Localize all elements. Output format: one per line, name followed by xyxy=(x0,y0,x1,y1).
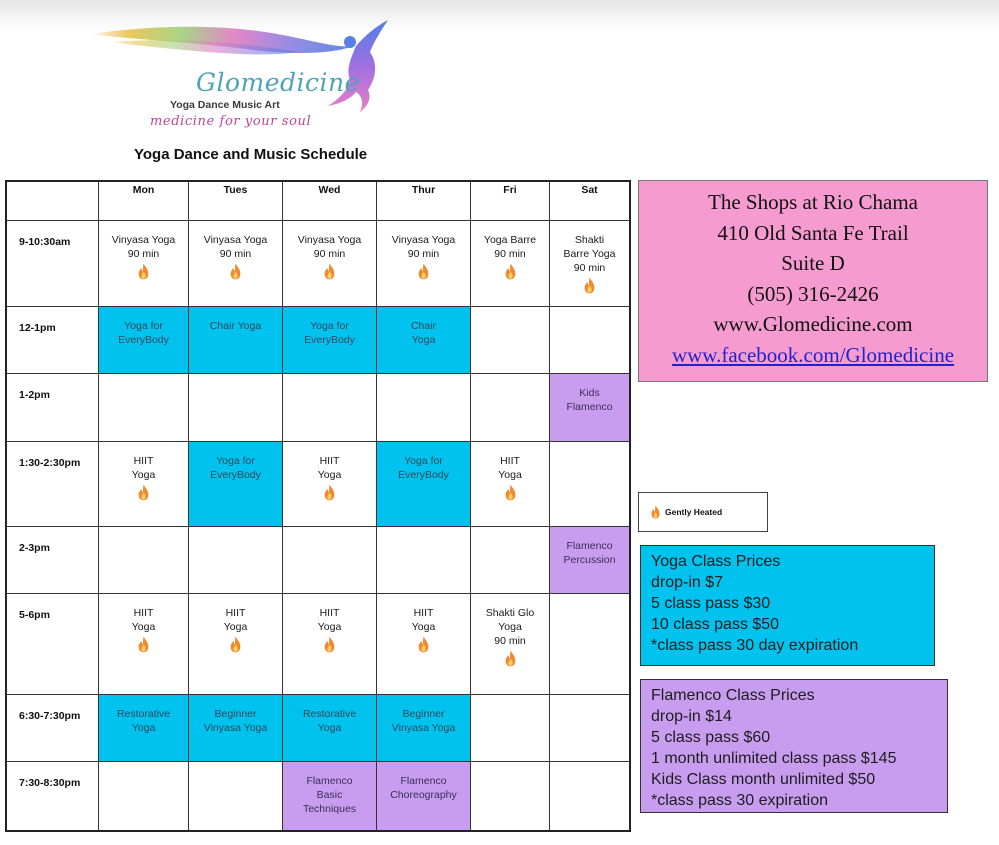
price-line: *class pass 30 day expiration xyxy=(651,637,859,654)
class-cell xyxy=(189,695,283,762)
class-text: Flamenco xyxy=(306,775,353,787)
price-line: drop-in $7 xyxy=(651,574,724,591)
time-slot: 7:30-8:30pm xyxy=(7,762,99,832)
empty-cell xyxy=(189,762,283,832)
flame-icon xyxy=(418,263,429,280)
class-text: 90 min xyxy=(313,248,346,260)
legend-box xyxy=(638,492,768,532)
class-text: Choreography xyxy=(390,789,457,801)
price-line: 10 class pass $50 xyxy=(651,616,780,633)
schedule-table xyxy=(5,180,631,832)
legend-label: Gently Heated xyxy=(665,507,723,517)
class-text: Vinyasa Yoga xyxy=(391,722,456,734)
class-text: Basic xyxy=(316,789,343,801)
class-text: HIIT xyxy=(319,455,340,467)
class-text: EveryBody xyxy=(398,469,449,481)
empty-cell xyxy=(471,695,550,762)
class-text: EveryBody xyxy=(304,334,355,346)
flame-icon xyxy=(324,636,335,653)
class-text: Barre Yoga xyxy=(563,248,616,260)
class-cell xyxy=(283,762,377,832)
flame-icon xyxy=(418,636,429,653)
class-text: Flamenco xyxy=(566,540,613,552)
class-cell xyxy=(377,307,471,374)
class-cell xyxy=(471,442,550,527)
time-slot: 12-1pm xyxy=(7,307,99,374)
logo-tagline: medicine for your soul xyxy=(150,114,312,129)
price-line: *class pass 30 expiration xyxy=(651,792,828,809)
flame-icon xyxy=(651,505,660,519)
flamenco-prices-title: Flamenco Class Prices xyxy=(651,687,815,704)
class-text: Yoga for xyxy=(310,320,349,332)
empty-cell xyxy=(99,527,189,594)
class-text: Yoga xyxy=(317,469,342,481)
class-cell xyxy=(471,594,550,695)
flame-icon xyxy=(230,636,241,653)
class-cell xyxy=(283,307,377,374)
empty-cell xyxy=(471,374,550,442)
class-text: HIIT xyxy=(133,455,154,467)
yoga-prices-box xyxy=(640,545,935,666)
class-cell xyxy=(283,221,377,307)
class-text: EveryBody xyxy=(210,469,261,481)
class-text: HIIT xyxy=(225,607,246,619)
class-text: Shakti Glo xyxy=(485,607,535,619)
address-line: Suite D xyxy=(781,251,845,275)
class-text: Shakti xyxy=(574,234,605,246)
empty-cell xyxy=(550,594,631,695)
empty-cell xyxy=(550,762,631,832)
class-cell xyxy=(189,594,283,695)
flame-icon xyxy=(505,650,516,667)
class-cell xyxy=(283,695,377,762)
class-text: Yoga xyxy=(411,334,436,346)
class-cell xyxy=(189,442,283,527)
time-slot: 6:30-7:30pm xyxy=(7,695,99,762)
class-cell xyxy=(99,695,189,762)
class-text: Chair Yoga xyxy=(209,320,262,332)
day-header: Tues xyxy=(189,182,283,221)
class-cell xyxy=(377,695,471,762)
empty-cell xyxy=(99,374,189,442)
class-cell xyxy=(550,221,631,307)
class-cell xyxy=(377,221,471,307)
empty-cell xyxy=(189,527,283,594)
logo-subtitle: Yoga Dance Music Art xyxy=(170,99,280,111)
empty-cell xyxy=(189,374,283,442)
class-text: 90 min xyxy=(219,248,252,260)
class-text: HIIT xyxy=(133,607,154,619)
time-slot: 2-3pm xyxy=(7,527,99,594)
flame-icon xyxy=(324,484,335,501)
empty-cell xyxy=(283,374,377,442)
class-text: HIIT xyxy=(413,607,434,619)
address-line: The Shops at Rio Chama xyxy=(708,190,918,214)
price-line: 1 month unlimited class pass $145 xyxy=(651,750,897,767)
class-text: Vinyasa Yoga xyxy=(111,234,176,246)
class-text: Restorative xyxy=(302,708,357,720)
class-text: Vinyasa Yoga xyxy=(203,722,268,734)
schedule-title: Yoga Dance and Music Schedule xyxy=(134,146,368,163)
empty-cell xyxy=(550,442,631,527)
class-cell xyxy=(283,594,377,695)
class-text: Vinyasa Yoga xyxy=(391,234,456,246)
class-text: Restorative xyxy=(116,708,171,720)
class-text: Flamenco xyxy=(400,775,447,787)
class-text: Yoga Barre xyxy=(483,234,537,246)
address-box xyxy=(638,180,988,382)
empty-cell xyxy=(99,762,189,832)
class-text: Yoga xyxy=(223,621,248,633)
class-text: Yoga xyxy=(498,621,522,633)
address-line: 410 Old Santa Fe Trail xyxy=(717,220,909,245)
class-text: HIIT xyxy=(319,607,340,619)
yoga-prices-title: Yoga Class Prices xyxy=(651,553,781,570)
empty-cell xyxy=(377,374,471,442)
phone-number: (505) 316-2426 xyxy=(747,281,879,306)
class-text: Kids xyxy=(579,387,600,399)
flame-icon xyxy=(324,263,335,280)
class-text: Yoga xyxy=(498,469,522,481)
class-text: Beginner xyxy=(214,708,257,720)
time-slot: 9-10:30am xyxy=(7,221,99,307)
class-text: Techniques xyxy=(302,803,357,815)
empty-cell xyxy=(471,762,550,832)
price-line: drop-in $14 xyxy=(651,708,732,725)
empty-cell xyxy=(377,527,471,594)
header-corner xyxy=(7,182,99,221)
class-text: Yoga xyxy=(317,621,342,633)
day-header: Mon xyxy=(99,182,189,221)
logo-name: Glomedicine xyxy=(196,68,360,97)
time-slot: 1-2pm xyxy=(7,374,99,442)
price-line: 5 class pass $30 xyxy=(651,595,771,612)
class-cell xyxy=(550,527,631,594)
empty-cell xyxy=(550,307,631,374)
class-text: 90 min xyxy=(407,248,440,260)
day-header: Fri xyxy=(471,182,550,221)
class-text: Yoga xyxy=(131,469,156,481)
class-cell xyxy=(471,221,550,307)
time-slot: 1:30-2:30pm xyxy=(7,442,99,527)
flamenco-prices-box xyxy=(640,679,948,813)
class-text: Yoga for xyxy=(404,455,443,467)
class-text: Chair xyxy=(410,320,437,332)
class-cell xyxy=(377,594,471,695)
website: www.Glomedicine.com xyxy=(713,312,913,336)
flame-icon xyxy=(505,263,516,280)
class-text: 90 min xyxy=(494,635,526,647)
class-text: Yoga xyxy=(131,722,156,734)
flame-icon xyxy=(584,277,595,294)
class-cell xyxy=(189,307,283,374)
day-header: Sat xyxy=(550,182,631,221)
class-cell xyxy=(377,762,471,832)
class-text: Yoga for xyxy=(216,455,255,467)
flame-icon xyxy=(138,484,149,501)
flame-icon xyxy=(230,263,241,280)
class-cell xyxy=(550,374,631,442)
flame-icon xyxy=(505,484,516,501)
empty-cell xyxy=(471,307,550,374)
empty-cell xyxy=(283,527,377,594)
class-text: 90 min xyxy=(494,248,526,260)
class-text: Yoga xyxy=(317,722,342,734)
price-line: 5 class pass $60 xyxy=(651,729,771,746)
empty-cell xyxy=(471,527,550,594)
class-text: Yoga xyxy=(131,621,156,633)
class-text: Beginner xyxy=(402,708,445,720)
class-text: Vinyasa Yoga xyxy=(297,234,362,246)
class-text: Flamenco xyxy=(566,401,613,413)
class-cell xyxy=(283,442,377,527)
class-text: Yoga for xyxy=(124,320,163,332)
price-line: Kids Class month unlimited $50 xyxy=(651,771,876,788)
empty-cell xyxy=(550,695,631,762)
time-slot: 5-6pm xyxy=(7,594,99,695)
class-cell xyxy=(189,221,283,307)
class-cell xyxy=(99,307,189,374)
class-text: 90 min xyxy=(127,248,160,260)
day-header: Thur xyxy=(377,182,471,221)
class-text: HIIT xyxy=(500,455,520,467)
day-header: Wed xyxy=(283,182,377,221)
class-text: 90 min xyxy=(573,262,606,274)
class-text: EveryBody xyxy=(118,334,169,346)
glomedicine-logo xyxy=(88,18,398,128)
class-cell xyxy=(99,221,189,307)
facebook-link[interactable]: www.facebook.com/Glomedicine xyxy=(671,342,955,367)
class-cell xyxy=(99,594,189,695)
class-text: Yoga xyxy=(411,621,436,633)
flame-icon xyxy=(138,263,149,280)
class-cell xyxy=(377,442,471,527)
class-text: Vinyasa Yoga xyxy=(203,234,268,246)
class-cell xyxy=(99,442,189,527)
flame-icon xyxy=(138,636,149,653)
class-text: Percussion xyxy=(563,554,616,566)
